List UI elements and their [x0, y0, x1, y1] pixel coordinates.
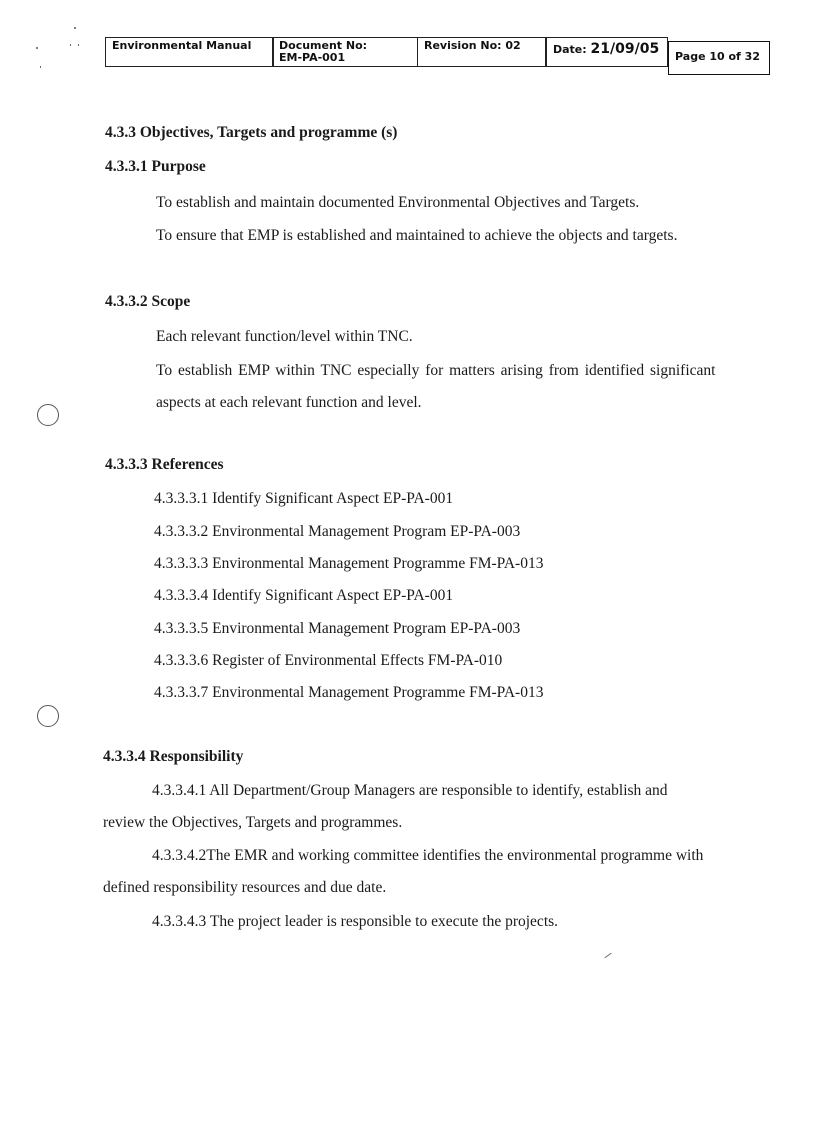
revision-cell — [418, 37, 546, 67]
reference-item: 4.3.3.3.4 Identify Significant Aspect EP-PA-001 — [154, 587, 454, 604]
date-label: Date: — [553, 43, 587, 56]
purpose-line: To establish and maintain documented Environmental Objectives and Targets. — [156, 194, 640, 211]
reference-item: 4.3.3.3.3 Environmental Management Programme FM-PA-013 — [154, 555, 544, 572]
responsibility-line: 4.3.3.4.2The EMR and working committee identifies the environmental programme with — [152, 847, 704, 864]
document-number-label: Document No: — [279, 39, 368, 52]
responsibility-line: review the Objectives, Targets and programmes. — [103, 814, 403, 831]
page-number: Page 10 of 32 — [675, 50, 760, 63]
responsibility-heading: 4.3.3.4 Responsibility — [103, 748, 244, 765]
manual-title-cell — [105, 37, 274, 67]
reference-item: 4.3.3.3.6 Register of Environmental Effects FM-PA-010 — [154, 652, 503, 669]
reference-item: 4.3.3.3.2 Environmental Management Program EP-PA-003 — [154, 523, 521, 540]
section-title: 4.3.3 Objectives, Targets and programme (s) — [105, 124, 398, 141]
scope-line: aspects at each relevant function and level. — [156, 394, 422, 411]
reference-item: 4.3.3.3.7 Environmental Management Programme FM-PA-013 — [154, 684, 544, 701]
purpose-line: To ensure that EMP is established and maintained to achieve the objects and targets. — [156, 227, 678, 244]
scan-speck — [70, 44, 71, 46]
date-value: 21/09/05 — [590, 41, 660, 57]
document-number-value: EM-PA-001 — [279, 51, 346, 64]
responsibility-line: 4.3.3.4.3 The project leader is responsible to execute the projects. — [152, 913, 559, 930]
pen-mark — [604, 953, 611, 958]
reference-item: 4.3.3.3.1 Identify Significant Aspect EP-PA-001 — [154, 490, 454, 507]
revision-number: Revision No: 02 — [424, 39, 521, 52]
scan-speck — [36, 47, 38, 49]
punch-hole — [37, 705, 59, 727]
document-number-cell — [272, 37, 418, 67]
scope-heading: 4.3.3.2 Scope — [105, 293, 191, 310]
manual-title: Environmental Manual — [112, 39, 252, 52]
punch-hole — [37, 404, 59, 426]
references-heading: 4.3.3.3 References — [105, 456, 224, 473]
scope-line: Each relevant function/level within TNC. — [156, 328, 413, 345]
scan-speck — [74, 27, 76, 29]
scan-speck — [78, 44, 79, 46]
responsibility-line: 4.3.3.4.1 All Department/Group Managers are responsible to identify, establish and — [152, 782, 668, 799]
reference-item: 4.3.3.3.5 Environmental Management Program EP-PA-003 — [154, 620, 521, 637]
responsibility-line: defined responsibility resources and due date. — [103, 879, 387, 896]
date-cell — [546, 37, 668, 67]
page-number-cell — [668, 41, 770, 75]
scan-speck — [40, 66, 41, 68]
scope-line: To establish EMP within TNC especially for matters arising from identified significant — [156, 362, 716, 379]
purpose-heading: 4.3.3.1 Purpose — [105, 158, 206, 175]
